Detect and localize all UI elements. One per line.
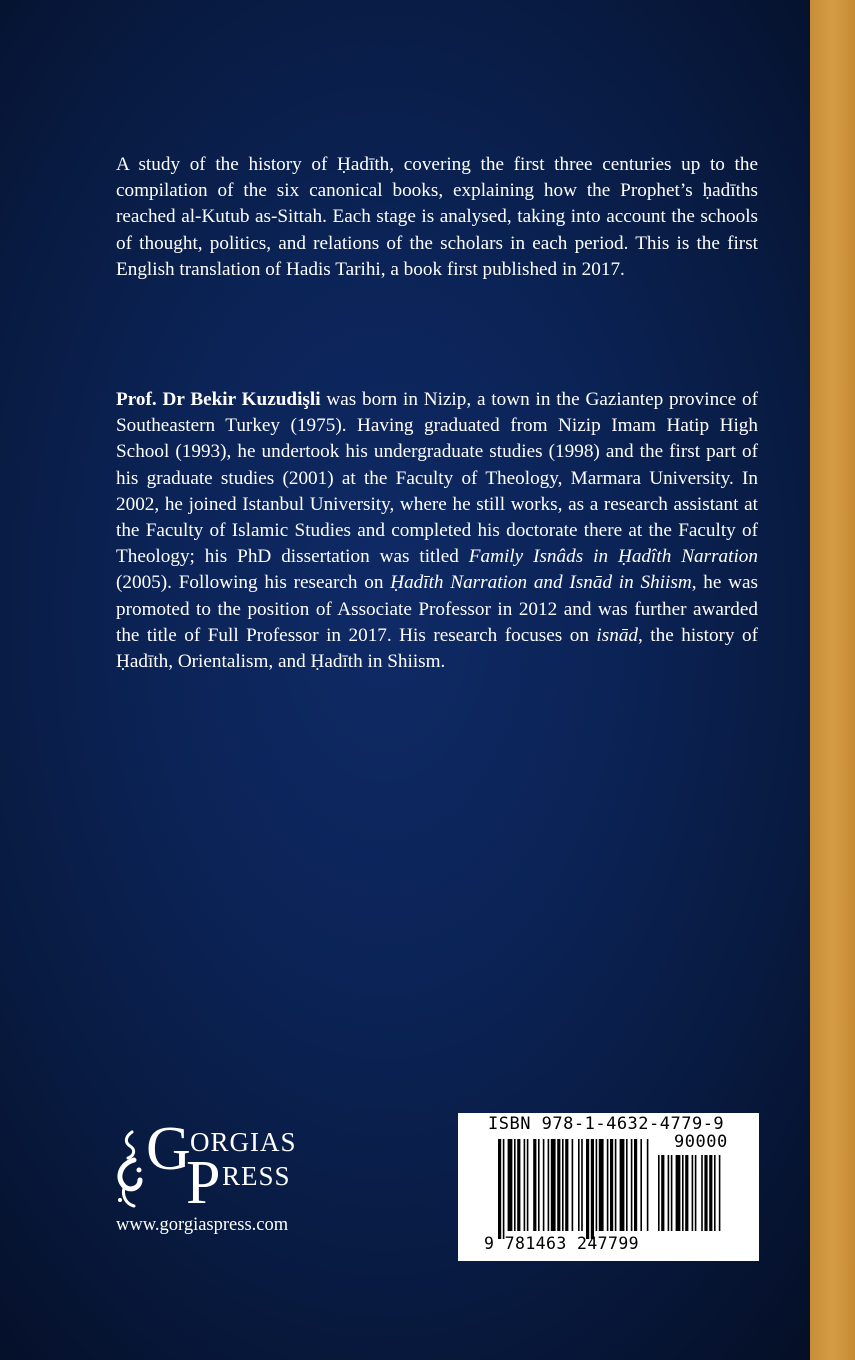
research-title: Ḥadīth Narration and Isnād in Shiism [390, 572, 692, 594]
author-name: Prof. Dr Bekir Kuzudişli [116, 389, 321, 410]
barcode-bar [533, 1139, 536, 1231]
barcode-bar [695, 1155, 697, 1231]
barcode-bar [631, 1139, 633, 1231]
barcode-bar [640, 1139, 642, 1231]
book-description: A study of the history of Ḥadīth, covering the first three centuries up to the compilation of the six canonical books, explaining how the Prophet’s ḥadīths reached al-Kutub as-Sittah. Each stage is analysed, taking into account the schools of thought, politics, and relations of the scholars in each period. This is the first English translation of Hadis Tarihi, a book first published in 2017. [116, 154, 758, 280]
barcode-bar [596, 1139, 598, 1231]
barcode-bar [538, 1139, 540, 1231]
price-code: 90000 [674, 1132, 728, 1152]
isnad-term: isnād [596, 624, 639, 646]
barcode-bar [676, 1155, 681, 1231]
publisher-logo [112, 1115, 342, 1217]
barcode-bar [610, 1139, 613, 1231]
barcode-bar [548, 1139, 550, 1231]
barcode-bar [599, 1139, 604, 1231]
barcode-bar [562, 1139, 564, 1231]
barcode-bar [517, 1139, 520, 1231]
barcode-bar [498, 1139, 501, 1239]
bio-text-4: , the history of Ḥadīth, Orientalism, and Ḥadīth in Shiism. [116, 624, 758, 673]
barcode-bar [578, 1139, 580, 1231]
barcode-bar [607, 1139, 609, 1231]
calligraphy-mark-icon [112, 1126, 148, 1210]
barcode-bar [668, 1155, 670, 1231]
barcode-digits: 9 781463 247799 [484, 1234, 640, 1253]
author-bio [116, 387, 758, 675]
barcode-bar [626, 1139, 628, 1231]
logo-letter-g: G [146, 1115, 191, 1183]
barcode-bar [661, 1155, 664, 1231]
bio-text-1: was born in Nizip, a town in the Gaziantep province of Southeastern Turkey (1975). Having graduated from Nizip Imam Hatip High School (1993), he undertook his undergraduate studies (1998) and the first part of his graduate studies (2001) at the Faculty of Theology, Marmara University. In 2002, he joined Istanbul University, where he still works, as a research assistant at the Faculty of Islamic Studies and completed his doctorate there at the Faculty of Theology; his PhD dissertation was titled [116, 389, 758, 568]
logo-letter-p: P [186, 1149, 221, 1217]
spine-strip [810, 0, 855, 1360]
barcode-bar [503, 1139, 505, 1239]
barcode-bar [692, 1155, 694, 1231]
barcode-bar [701, 1155, 703, 1231]
barcode-bar [647, 1139, 649, 1231]
barcode-bar [719, 1155, 721, 1231]
dissertation-title: Family Isnâds in Ḥadîth Narration [468, 546, 758, 568]
barcode-bar [527, 1139, 529, 1231]
barcode-bar [514, 1139, 516, 1231]
logo-orgias: ORGIAS [190, 1127, 297, 1157]
barcode-bar [634, 1139, 637, 1231]
barcode-bar [565, 1139, 568, 1231]
logo-ress: RESS [222, 1161, 291, 1191]
barcode-bar [709, 1155, 712, 1231]
barcode-bar [581, 1139, 583, 1231]
barcode-bar [682, 1155, 684, 1231]
barcode-bar [615, 1139, 617, 1231]
barcode-bar [551, 1139, 556, 1231]
barcode-bar [557, 1139, 560, 1231]
barcode-bar [658, 1155, 660, 1231]
barcode-bar [714, 1155, 716, 1231]
publisher-url: www.gorgiaspress.com [116, 1215, 289, 1235]
barcode-bar [704, 1155, 707, 1231]
barcode-bar [508, 1139, 513, 1231]
barcode-bar [572, 1139, 574, 1231]
bio-text-2: (2005). Following his research on [116, 572, 391, 594]
barcode-bar [524, 1139, 526, 1231]
bio-text-3: , he was promoted to the position of Associate Professor in 2012 and was further awarded the title of Full Professor in 2017. His research focuses on [116, 572, 758, 646]
barcode-bar [685, 1155, 688, 1231]
barcode-bar [543, 1139, 545, 1231]
barcode-bar [591, 1139, 594, 1239]
isbn-barcode [458, 1113, 759, 1261]
barcode-bar [620, 1139, 625, 1231]
isbn-label: ISBN 978-1-4632-4779-9 [488, 1114, 725, 1134]
barcode-bar [586, 1139, 589, 1239]
barcode-bar [671, 1155, 673, 1231]
